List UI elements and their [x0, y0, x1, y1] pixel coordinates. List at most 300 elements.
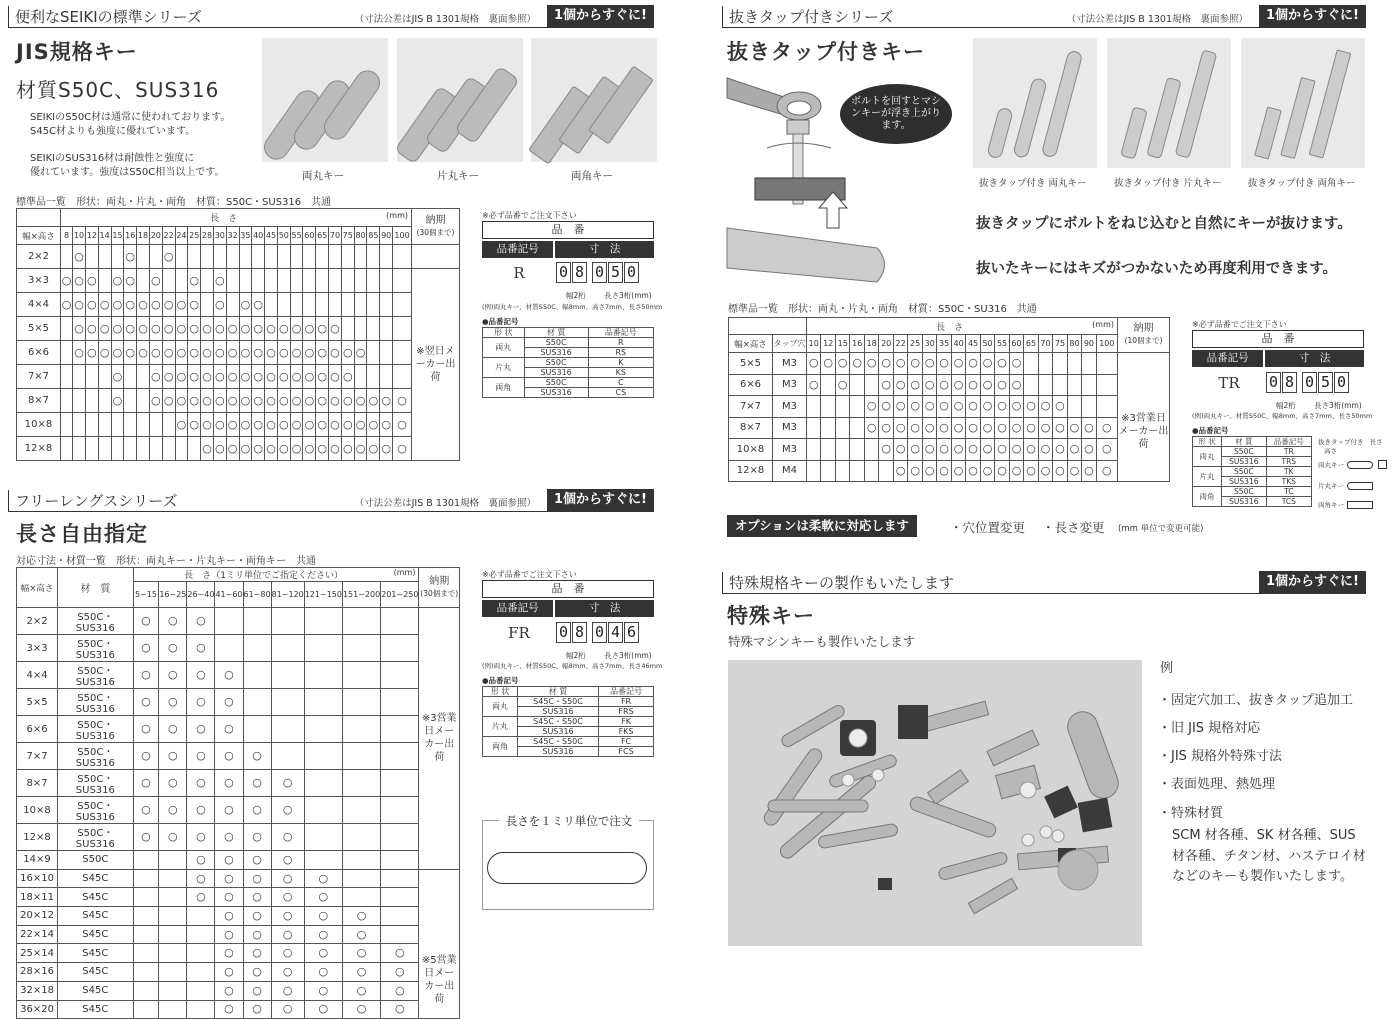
std-cell	[316, 317, 329, 341]
tap-list-title: 標準品一覧 形状：両丸・片丸・両角 材質：S50C・SU316 共通	[728, 304, 1037, 315]
free-cell	[133, 907, 159, 926]
tap-delivery-head	[1118, 318, 1170, 353]
available-mark: ○	[240, 417, 251, 431]
free-cell	[133, 925, 159, 944]
tap-cell	[893, 460, 907, 482]
tap-cell	[821, 417, 835, 439]
available-mark: ○	[910, 463, 920, 477]
available-mark: ○	[253, 417, 263, 431]
available-mark: ○	[982, 463, 993, 477]
available-mark: ○	[125, 297, 136, 311]
available-mark: ○	[1102, 420, 1112, 434]
available-mark: ○	[982, 377, 993, 391]
available-mark: ○	[224, 983, 234, 997]
available-mark: ○	[808, 377, 819, 391]
std-dim-label: 寸 法	[555, 241, 654, 258]
free-cell	[381, 716, 419, 743]
tap-cell	[821, 353, 835, 375]
available-mark: ○	[1055, 399, 1065, 413]
std-cell	[341, 269, 354, 293]
free-cell	[342, 608, 380, 635]
std-cell	[252, 293, 265, 317]
tap-dim-h: 高さ	[1324, 447, 1337, 455]
free-cell	[243, 963, 271, 982]
special-item: ・表面処理、熱処理	[1158, 777, 1276, 792]
free-cell	[381, 925, 419, 944]
available-mark: ○	[968, 356, 978, 370]
std-length-note: 長さ3桁(mm)	[604, 291, 652, 300]
available-mark: ○	[968, 399, 978, 413]
wrench-icon	[727, 78, 821, 120]
available-mark: ○	[138, 321, 148, 335]
free-cell	[187, 635, 215, 662]
tap-cell	[835, 439, 849, 461]
available-mark: ○	[368, 417, 379, 431]
std-cell	[354, 317, 367, 341]
tap-cell	[1053, 353, 1067, 375]
free-cell	[159, 944, 187, 963]
free-cell	[381, 944, 419, 963]
std-cell	[124, 341, 137, 365]
tap-ct-mat: S50C	[1222, 467, 1267, 477]
tap-cell	[1082, 439, 1096, 461]
caption-tap-half: 抜きタップ付き 片丸キー	[1114, 178, 1222, 189]
tap-cell	[1038, 460, 1052, 482]
free-mat-cell: S45C	[58, 944, 134, 963]
available-mark: ○	[61, 273, 72, 287]
std-cell	[277, 317, 290, 341]
std-size-cell: 5×5	[17, 317, 61, 341]
table-row	[17, 437, 460, 461]
free-cell	[342, 888, 380, 907]
free-cell	[133, 797, 159, 824]
std-cell	[85, 389, 98, 413]
std-length-col: 100	[393, 227, 412, 245]
available-mark: ○	[112, 297, 123, 311]
free-cell	[381, 824, 419, 851]
available-mark: ○	[397, 441, 407, 455]
std-cell	[290, 437, 303, 461]
free-cell	[159, 743, 187, 770]
std-cell	[137, 389, 150, 413]
free-order-note: ※必ず品番でご注文下さい	[482, 570, 577, 579]
std-cell	[316, 293, 329, 317]
std-cell	[380, 317, 393, 341]
free-digit: 0	[592, 622, 607, 643]
tap-ct-code: TR	[1266, 447, 1311, 457]
free-digit: 4	[608, 622, 623, 643]
table-row	[729, 374, 1170, 396]
table-row	[17, 389, 460, 413]
available-mark: ○	[224, 852, 234, 866]
free-cell	[304, 770, 342, 797]
free-range-col: 16~25	[159, 582, 187, 608]
std-size-cell: 6×6	[17, 341, 61, 365]
std-cell	[380, 365, 393, 389]
std-cell	[380, 437, 393, 461]
tap-code-title: ●品番記号	[1192, 426, 1229, 435]
free-cell	[187, 608, 215, 635]
free-size-cell: 5×5	[17, 689, 58, 716]
available-mark: ○	[304, 345, 315, 359]
available-mark: ○	[881, 356, 891, 370]
std-cell	[367, 389, 380, 413]
available-mark: ○	[99, 321, 110, 335]
free-cell	[215, 824, 243, 851]
std-cell	[393, 341, 412, 365]
available-mark: ○	[330, 441, 340, 455]
free-size-cell: 22×14	[17, 925, 58, 944]
available-mark: ○	[224, 964, 234, 978]
available-mark: ○	[282, 830, 293, 843]
available-mark: ○	[266, 417, 276, 431]
std-cell	[162, 389, 175, 413]
free-size-cell: 7×7	[17, 743, 58, 770]
std-cell	[329, 341, 342, 365]
table-row	[729, 353, 1170, 375]
std-cell	[354, 341, 367, 365]
available-mark: ○	[163, 249, 174, 263]
std-delivery-cell	[412, 245, 460, 269]
tap-cell	[1067, 439, 1081, 461]
tap-cell	[821, 396, 835, 418]
tap-bubble-text: ボルトを回すとマシンキーが浮き上がります。	[851, 96, 941, 131]
std-cell	[162, 413, 175, 437]
std-cell	[213, 341, 226, 365]
available-mark: ○	[1026, 463, 1036, 477]
available-mark: ○	[196, 614, 206, 627]
available-mark: ○	[1055, 442, 1065, 456]
free-cell	[381, 662, 419, 689]
free-cell	[215, 743, 243, 770]
available-mark: ○	[1040, 463, 1051, 477]
std-cell	[201, 413, 214, 437]
available-mark: ○	[982, 442, 993, 456]
square-key-image	[531, 38, 657, 162]
available-mark: ○	[168, 722, 178, 735]
std-cell	[162, 341, 175, 365]
tap-cell	[922, 460, 936, 482]
free-cell	[133, 635, 159, 662]
free-cell	[187, 925, 215, 944]
tap-example-note: (例)両丸キー、材質S50C、幅8mm、高さ7mm、長さ50mm	[1192, 412, 1373, 420]
free-cell	[243, 743, 271, 770]
available-mark: ○	[141, 695, 151, 708]
std-cell	[85, 341, 98, 365]
available-mark: ○	[895, 377, 906, 391]
free-cell	[304, 635, 342, 662]
std-cell	[162, 293, 175, 317]
tap-cell	[1038, 417, 1052, 439]
available-mark: ○	[318, 1002, 329, 1016]
tap-section-header	[722, 6, 1366, 28]
std-cell	[303, 269, 316, 293]
std-ct-mat: SUS316	[524, 348, 588, 358]
free-cell	[159, 824, 187, 851]
available-mark: ○	[253, 297, 263, 311]
tap-ct-code: TCS	[1266, 497, 1311, 507]
available-mark: ○	[163, 393, 174, 407]
available-mark: ○	[266, 441, 276, 455]
available-mark: ○	[224, 749, 234, 762]
std-cell	[367, 293, 380, 317]
half-round-key-image	[397, 38, 523, 162]
tap-length-col: 20	[879, 335, 893, 353]
free-cell	[215, 635, 243, 662]
std-cell	[111, 341, 124, 365]
free-cell	[304, 1000, 342, 1019]
free-cell	[133, 1000, 159, 1019]
available-mark: ○	[395, 946, 405, 960]
table-row	[729, 417, 1170, 439]
std-code-example	[482, 262, 640, 283]
free-cell	[342, 851, 380, 870]
free-cell	[133, 662, 159, 689]
free-cell	[271, 944, 304, 963]
std-length-col: 30	[213, 227, 226, 245]
available-mark: ○	[282, 890, 293, 904]
free-cell	[304, 824, 342, 851]
tap-cell	[1038, 396, 1052, 418]
tap-cell	[980, 353, 994, 375]
free-cell	[243, 824, 271, 851]
free-cell	[187, 797, 215, 824]
free-size-cell: 18×11	[17, 888, 58, 907]
available-mark: ○	[196, 695, 206, 708]
available-mark: ○	[253, 393, 263, 407]
std-cell	[277, 413, 290, 437]
std-cell	[149, 437, 162, 461]
std-cell	[137, 365, 150, 389]
tap-cell	[908, 374, 922, 396]
available-mark: ○	[982, 356, 993, 370]
tap-size-cell: 10×8	[729, 439, 773, 461]
free-cell	[304, 608, 342, 635]
tap-lead-1: 抜きタップにボルトをねじ込むと自然にキーが抜けます。	[976, 216, 1352, 232]
tap-length-col: 25	[908, 335, 922, 353]
tap-cell	[980, 460, 994, 482]
table-row	[17, 907, 460, 926]
free-ct-mat: SUS316	[517, 747, 598, 757]
available-mark: ○	[910, 399, 920, 413]
std-cell	[73, 317, 86, 341]
available-mark: ○	[342, 345, 353, 359]
tap-cell	[807, 460, 821, 482]
free-size-cell: 20×12	[17, 907, 58, 926]
available-mark: ○	[1084, 442, 1094, 456]
std-cell	[367, 269, 380, 293]
tap-cell	[864, 439, 878, 461]
free-mat-head: 材 質	[58, 568, 134, 608]
available-mark: ○	[924, 377, 935, 391]
available-mark: ○	[74, 321, 84, 335]
available-mark: ○	[189, 393, 200, 407]
available-mark: ○	[282, 964, 293, 978]
available-mark: ○	[968, 377, 978, 391]
tap-cell	[908, 353, 922, 375]
std-cell	[137, 269, 150, 293]
available-mark: ○	[176, 393, 187, 407]
available-mark: ○	[163, 345, 174, 359]
tap-hole-cell: M3	[773, 353, 807, 375]
tap-cell	[1082, 396, 1096, 418]
available-mark: ○	[823, 356, 834, 370]
std-cell	[61, 269, 73, 293]
std-cell	[213, 389, 226, 413]
std-cell	[226, 389, 239, 413]
tap-cell	[1096, 439, 1117, 461]
std-cell	[111, 389, 124, 413]
available-mark: ○	[278, 393, 289, 407]
available-mark: ○	[397, 417, 407, 431]
tap-cell	[908, 460, 922, 482]
std-cell	[265, 293, 278, 317]
available-mark: ○	[997, 463, 1007, 477]
available-mark: ○	[176, 417, 187, 431]
free-range-col: 5~15	[133, 582, 159, 608]
free-cell	[187, 716, 215, 743]
free-cell	[187, 869, 215, 888]
std-cell	[61, 365, 73, 389]
available-mark: ○	[895, 399, 906, 413]
std-length-col: 15	[111, 227, 124, 245]
std-size-cell: 7×7	[17, 365, 61, 389]
std-delivery-sub: (30個まで)	[416, 227, 455, 237]
free-cell	[243, 770, 271, 797]
std-cell	[111, 365, 124, 389]
std-cell	[124, 437, 137, 461]
free-ship-note: ※3営業日メーカー出荷	[421, 713, 457, 764]
free-code-letter: FR	[508, 623, 530, 642]
free-cell	[133, 963, 159, 982]
std-cell	[239, 245, 252, 269]
std-cell	[188, 389, 201, 413]
tap-length-note: 長さ3桁(mm)	[1314, 401, 1362, 410]
std-cell	[175, 365, 188, 389]
tap-code-table	[1192, 436, 1312, 507]
std-cell	[73, 365, 86, 389]
tap-cell	[864, 417, 878, 439]
free-cell	[133, 981, 159, 1000]
std-cell	[303, 245, 316, 269]
available-mark: ○	[125, 321, 136, 335]
free-cell	[304, 907, 342, 926]
special-keys-photo	[728, 660, 1142, 946]
std-ct-code: C	[588, 378, 653, 388]
std-cell	[73, 413, 86, 437]
available-mark: ○	[368, 393, 379, 407]
std-ct-h0: 形 状	[483, 328, 525, 338]
free-size-cell: 8×7	[17, 770, 58, 797]
available-mark: ○	[318, 908, 329, 922]
free-cell	[304, 662, 342, 689]
std-cell	[213, 293, 226, 317]
special-item: ・JIS 規格外特殊寸法	[1158, 749, 1283, 764]
free-size-cell: 16×10	[17, 869, 58, 888]
tap-cell	[966, 374, 980, 396]
free-example-note: (例)両丸キー、材質S50C、幅8mm、高さ7mm、長さ46mm	[482, 662, 663, 670]
free-cell	[243, 662, 271, 689]
tap-len-label: 長 さ	[936, 322, 964, 333]
tap-cell	[922, 439, 936, 461]
std-cell	[290, 413, 303, 437]
available-mark: ○	[1069, 463, 1080, 477]
available-mark: ○	[224, 1002, 234, 1016]
available-mark: ○	[252, 890, 262, 904]
available-mark: ○	[1011, 377, 1022, 391]
available-mark: ○	[224, 871, 234, 885]
available-mark: ○	[151, 273, 161, 287]
available-mark: ○	[997, 399, 1007, 413]
available-mark: ○	[356, 1002, 367, 1016]
available-mark: ○	[266, 345, 276, 359]
tap-cell	[966, 439, 980, 461]
std-cell	[137, 245, 150, 269]
tap-cell	[1009, 374, 1023, 396]
std-cell	[175, 413, 188, 437]
available-mark: ○	[240, 345, 251, 359]
std-tolerance-note: （寸法公差はJIS B 1301規格 裏面参照）	[354, 14, 536, 25]
tap-cell	[1024, 417, 1038, 439]
free-cell	[243, 944, 271, 963]
available-mark: ○	[395, 983, 405, 997]
free-cell	[159, 716, 187, 743]
available-mark: ○	[291, 393, 302, 407]
std-cell	[162, 245, 175, 269]
std-cell	[61, 317, 73, 341]
tap-cell	[937, 353, 951, 375]
free-ct-h1: 材 質	[517, 687, 598, 697]
free-cell	[187, 851, 215, 870]
available-mark: ○	[141, 776, 151, 789]
available-mark: ○	[253, 321, 263, 335]
free-cell	[271, 907, 304, 926]
free-cell	[304, 851, 342, 870]
std-cell	[137, 317, 150, 341]
free-range-col: 81~120	[271, 582, 304, 608]
available-mark: ○	[252, 776, 262, 789]
free-cell	[215, 608, 243, 635]
tap-cell	[922, 353, 936, 375]
free-cell	[342, 907, 380, 926]
std-ct-mat: S50C	[524, 338, 588, 348]
free-cell	[133, 770, 159, 797]
free-cell	[304, 981, 342, 1000]
free-size-cell: 4×4	[17, 662, 58, 689]
std-cell	[341, 293, 354, 317]
std-cell	[61, 437, 73, 461]
tap-cell	[1096, 374, 1117, 396]
free-cell	[133, 944, 159, 963]
std-cell	[252, 437, 265, 461]
tap-cell	[1067, 353, 1081, 375]
std-cell	[354, 293, 367, 317]
std-cell	[85, 317, 98, 341]
free-code-bar	[482, 600, 654, 617]
available-mark: ○	[202, 321, 212, 335]
std-cell	[329, 317, 342, 341]
std-cell	[290, 269, 303, 293]
std-ship-cell	[412, 269, 460, 461]
std-example-note: (例)両丸キー、材質S50C、幅8mm、高さ7mm、長さ50mm	[482, 303, 663, 311]
tap-length-col: 30	[922, 335, 936, 353]
available-mark: ○	[168, 641, 178, 654]
tap-cell	[879, 439, 893, 461]
free-mat-cell: S50C・SUS316	[58, 689, 134, 716]
std-cell	[329, 437, 342, 461]
std-cell	[277, 341, 290, 365]
tap-cell	[864, 460, 878, 482]
